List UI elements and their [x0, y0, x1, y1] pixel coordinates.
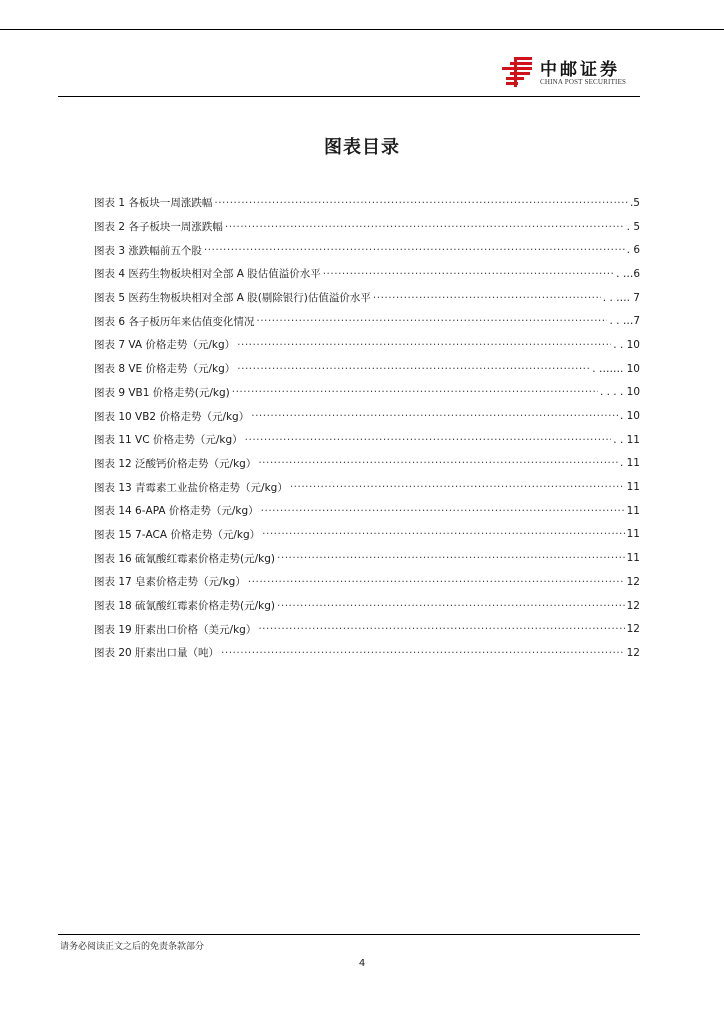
- toc-title: 图表目录: [324, 137, 400, 158]
- toc-entry[interactable]: [94, 641, 640, 665]
- disclaimer-note: 请务必阅读正文之后的免责条款部分: [60, 942, 205, 952]
- toc-entry-label: 图表 8 VE 价格走势（元/kg）: [94, 363, 236, 376]
- toc-entry[interactable]: [94, 594, 640, 618]
- toc-entry-page: . …6: [616, 267, 640, 280]
- toc-entry-page: . . …. 7: [602, 291, 640, 304]
- toc-entry[interactable]: [94, 617, 640, 641]
- toc-leader-dots: [261, 504, 625, 518]
- toc-entry[interactable]: [94, 475, 640, 499]
- toc-entry-label: 图表 5 医药生物板块相对全部 A 股(剔除银行)估值溢价水平: [94, 292, 371, 305]
- toc-entry-page: 12: [626, 646, 640, 659]
- toc-leader-dots: [237, 338, 611, 352]
- toc-leader-dots: [245, 433, 612, 447]
- toc-entry-page: 11: [626, 504, 640, 517]
- logo-english-text: CHINA POST SECURITIES: [540, 78, 627, 86]
- toc-entry-label: 图表 1 各板块一周涨跌幅: [94, 197, 213, 210]
- toc-leader-dots: [277, 599, 625, 613]
- toc-entry-page: 11: [626, 552, 640, 565]
- toc-entry[interactable]: [94, 238, 640, 262]
- toc-entry-label: 图表 9 VB1 价格走势(元/kg): [94, 386, 230, 399]
- toc-entry[interactable]: [94, 286, 640, 310]
- toc-entry-page: . ……. 10: [592, 362, 640, 375]
- toc-leader-dots: [214, 196, 628, 210]
- toc-entry-page: . . 10: [613, 338, 640, 351]
- toc-entry-page: 12: [626, 599, 640, 612]
- toc-leader-dots: [237, 362, 590, 376]
- toc-entry-label: 图表 10 VB2 价格走势（元/kg）: [94, 410, 250, 423]
- toc-leader-dots: [258, 622, 624, 636]
- toc-entry-page: . . . . 10: [599, 386, 640, 399]
- toc-entry[interactable]: [94, 215, 640, 239]
- page-number: 4: [358, 958, 366, 969]
- toc-entry-label: 图表 13 青霉素工业盐价格走势（元/kg）: [94, 481, 288, 494]
- toc-entry-label: 图表 6 各子板历年来估值变化情况: [94, 315, 255, 328]
- logo-chinese-text: 中邮证券: [540, 60, 620, 80]
- toc-leader-dots: [258, 456, 618, 470]
- toc-leader-dots: [323, 267, 614, 281]
- toc-entry[interactable]: [94, 357, 640, 381]
- toc-leader-dots: [248, 575, 625, 589]
- toc-entry[interactable]: [94, 546, 640, 570]
- china-post-logo-icon: [500, 56, 536, 88]
- toc-entry-label: 图表 2 各子板块一周涨跌幅: [94, 221, 223, 234]
- top-rule: [0, 29, 724, 30]
- toc-leader-dots: [251, 409, 618, 423]
- toc-entry[interactable]: [94, 333, 640, 357]
- toc-leader-dots: [232, 385, 598, 399]
- toc-entry[interactable]: [94, 499, 640, 523]
- toc-entry[interactable]: [94, 452, 640, 476]
- toc-entry-label: 图表 12 泛酸钙价格走势（元/kg）: [94, 457, 257, 470]
- toc-leader-dots: [290, 480, 625, 494]
- toc-entry-label: 图表 7 VA 价格走势（元/kg）: [94, 339, 236, 352]
- toc-leader-dots: [262, 527, 624, 541]
- toc-entry-page: 11: [626, 481, 640, 494]
- toc-entry-page: . 11: [619, 457, 640, 470]
- toc-entry[interactable]: [94, 381, 640, 405]
- toc-entry[interactable]: [94, 191, 640, 215]
- toc-entry-page: . . …7: [609, 315, 640, 328]
- toc-entry[interactable]: [94, 309, 640, 333]
- toc-entry-page: . 6: [626, 244, 640, 257]
- toc-entry-label: 图表 4 医药生物板块相对全部 A 股估值溢价水平: [94, 268, 321, 281]
- toc-entry[interactable]: [94, 262, 640, 286]
- toc-entry[interactable]: [94, 404, 640, 428]
- toc-entry[interactable]: [94, 570, 640, 594]
- toc-leader-dots: [204, 243, 625, 257]
- footer-rule: [58, 934, 640, 935]
- toc-entry-label: 图表 3 涨跌幅前五个股: [94, 244, 202, 257]
- toc-entry-label: 图表 19 肝素出口价格（美元/kg）: [94, 623, 257, 636]
- toc-leader-dots: [277, 551, 625, 565]
- toc-entry-page: . . 11: [613, 433, 640, 446]
- toc-entry-label: 图表 15 7-ACA 价格走势（元/kg）: [94, 528, 261, 541]
- toc-leader-dots: [225, 220, 625, 234]
- toc-entry-label: 图表 11 VC 价格走势（元/kg）: [94, 434, 243, 447]
- toc-entry[interactable]: [94, 428, 640, 452]
- toc-entry-label: 图表 18 硫氰酸红霉素价格走势(元/kg): [94, 600, 276, 613]
- toc-entry-page: 12: [626, 623, 640, 636]
- toc-entry-page: . 5: [626, 220, 640, 233]
- company-logo: [500, 56, 640, 88]
- toc-entry-page: 11: [626, 528, 640, 541]
- toc-entry-page: .5: [629, 196, 640, 209]
- toc-leader-dots: [221, 646, 625, 660]
- toc-entry-page: . 10: [619, 410, 640, 423]
- toc-entry-page: 12: [626, 575, 640, 588]
- toc-entry-label: 图表 20 肝素出口量（吨）: [94, 647, 220, 660]
- toc-leader-dots: [256, 314, 607, 328]
- header-rule: [58, 96, 640, 97]
- toc-list: [94, 191, 640, 665]
- toc-leader-dots: [373, 291, 601, 305]
- toc-entry-label: 图表 17 皂素价格走势（元/kg）: [94, 576, 246, 589]
- toc-entry[interactable]: [94, 523, 640, 547]
- toc-entry-label: 图表 16 硫氰酸红霉素价格走势(元/kg): [94, 552, 276, 565]
- toc-entry-label: 图表 14 6-APA 价格走势（元/kg）: [94, 505, 259, 518]
